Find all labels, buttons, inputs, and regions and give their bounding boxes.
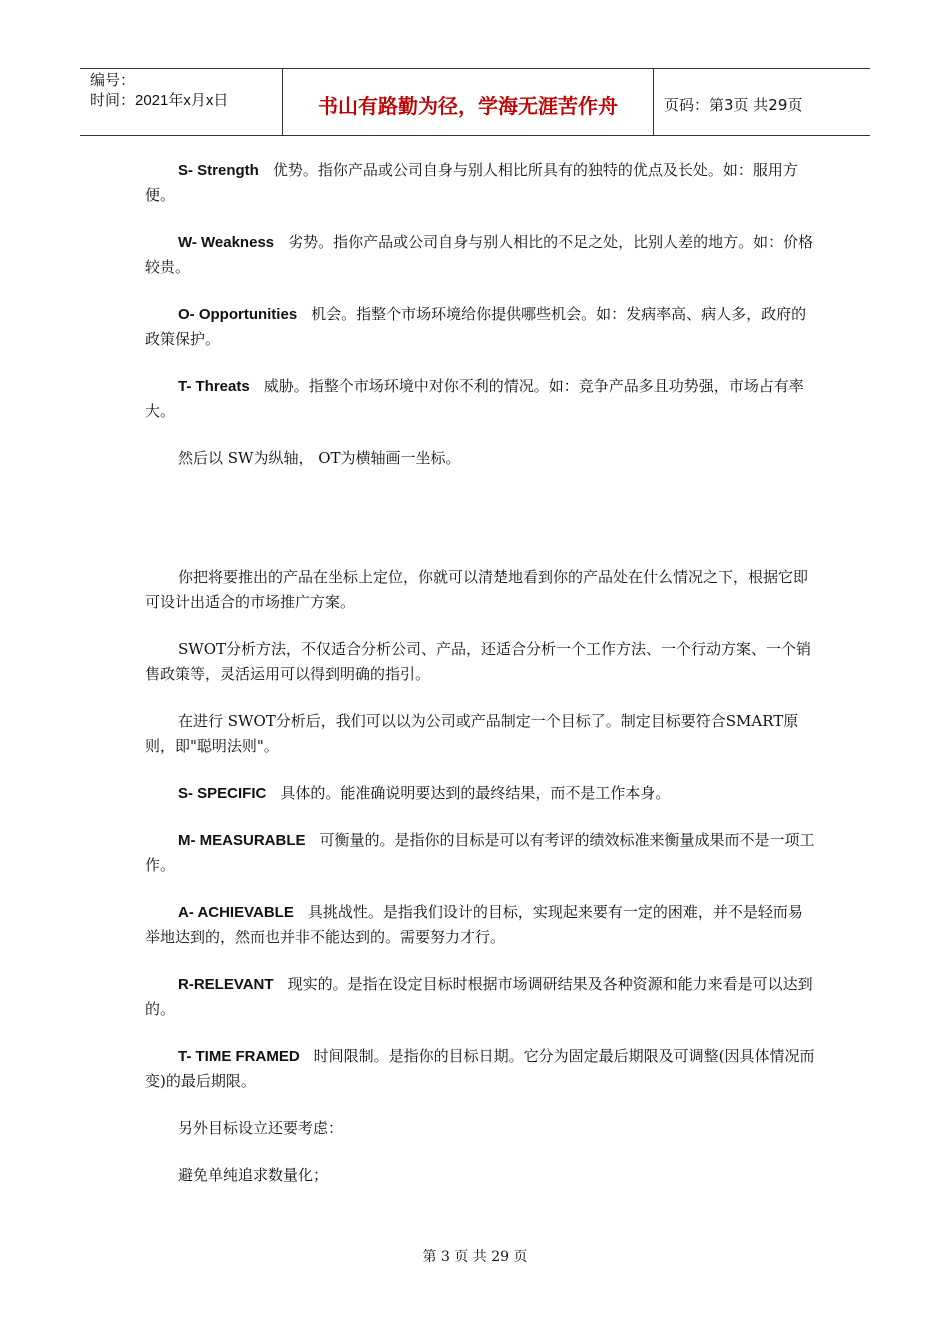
smart-achievable (145, 900, 815, 950)
smart-intro-paragraph: 在进行 SWOT分析后，我们可以以为公司或产品制定一个目标了。制定目标要符合SMART原则，即"聪明法则"。 (145, 712, 799, 755)
smart-definition: 时间限制。是指你的目标日期。它分为固定最后期限及可调整(因具体情况而变)的最后期限。 (145, 1047, 815, 1090)
swot-usage-paragraph: SWOT分析方法，不仅适合分析公司、产品，还适合分析一个工作方法、一个行动方案、一个销售政策等，灵活运用可以得到明确的指引。 (145, 640, 811, 683)
page-header (80, 68, 870, 136)
header-page-info: 页码：第3页 共29页 (664, 95, 803, 114)
smart-specific (145, 781, 815, 806)
smart-term: T- TIME FRAMED (178, 1048, 300, 1065)
swot-definition: 劣势。指你产品或公司自身与别人相比的不足之处，比别人差的地方。如：价格较贵。 (145, 233, 814, 276)
smart-relevant (145, 972, 815, 1022)
smart-measurable (145, 828, 815, 878)
swot-threats (145, 374, 815, 424)
smart-term: M- MEASURABLE (178, 832, 306, 849)
swot-weakness (145, 230, 815, 280)
page-footer: 第 3 页 共 29 页 (422, 1249, 528, 1265)
smart-term: R-RELEVANT (178, 976, 274, 993)
smart-definition: 现实的。是指在设定目标时根据市场调研结果及各种资源和能力来看是可以达到的。 (145, 975, 813, 1018)
smart-time-framed (145, 1044, 815, 1094)
swot-definition: 优势。指你产品或公司自身与别人相比所具有的独特的优点及长处。如：服用方便。 (145, 161, 798, 204)
header-meta (80, 69, 282, 135)
swot-term: W- Weakness (178, 234, 275, 251)
swot-opportunities (145, 302, 815, 352)
positioning-paragraph: 你把将要推出的产品在坐标上定位，你就可以清楚地看到你的产品处在什么情况之下，根据它即可设计出适合的市场推广方案。 (145, 568, 809, 611)
swot-definition: 威胁。指整个市场环境中对你不利的情况。如：竞争产品多且功势强，市场占有率大。 (145, 377, 804, 420)
avoid-paragraph: 避免单纯追求数量化； (178, 1166, 329, 1184)
swot-term: T- Threats (178, 378, 250, 395)
axis-note: 然后以 SW为纵轴， OT为横轴画一坐标。 (178, 449, 461, 467)
document-date: 时间：2021年x月x日 (90, 92, 229, 109)
smart-definition: 可衡量的。是指你的目标是可以有考评的绩效标准来衡量成果而不是一项工作。 (145, 831, 815, 874)
smart-term: A- ACHIEVABLE (178, 904, 294, 921)
document-body (145, 158, 815, 1210)
blank-space (145, 493, 815, 565)
document-number-label: 编号： (90, 72, 136, 89)
smart-definition: 具体的。能准确说明要达到的最终结果，而不是工作本身。 (280, 784, 671, 802)
swot-strength (145, 158, 815, 208)
also-consider-paragraph: 另外目标设立还要考虑： (178, 1119, 344, 1137)
smart-definition: 具挑战性。是指我们设计的目标，实现起来要有一定的困难，并不是轻而易举地达到的，然而也并非不能达到的。需要努力才行。 (145, 903, 803, 946)
swot-term: O- Opportunities (178, 306, 298, 323)
swot-term: S- Strength (178, 162, 259, 179)
smart-term: S- SPECIFIC (178, 785, 267, 802)
swot-definition: 机会。指整个市场环境给你提供哪些机会。如：发病率高、病人多，政府的政策保护。 (145, 305, 807, 348)
header-motto: 书山有路勤为径，学海无涯苦作舟 (282, 69, 654, 135)
